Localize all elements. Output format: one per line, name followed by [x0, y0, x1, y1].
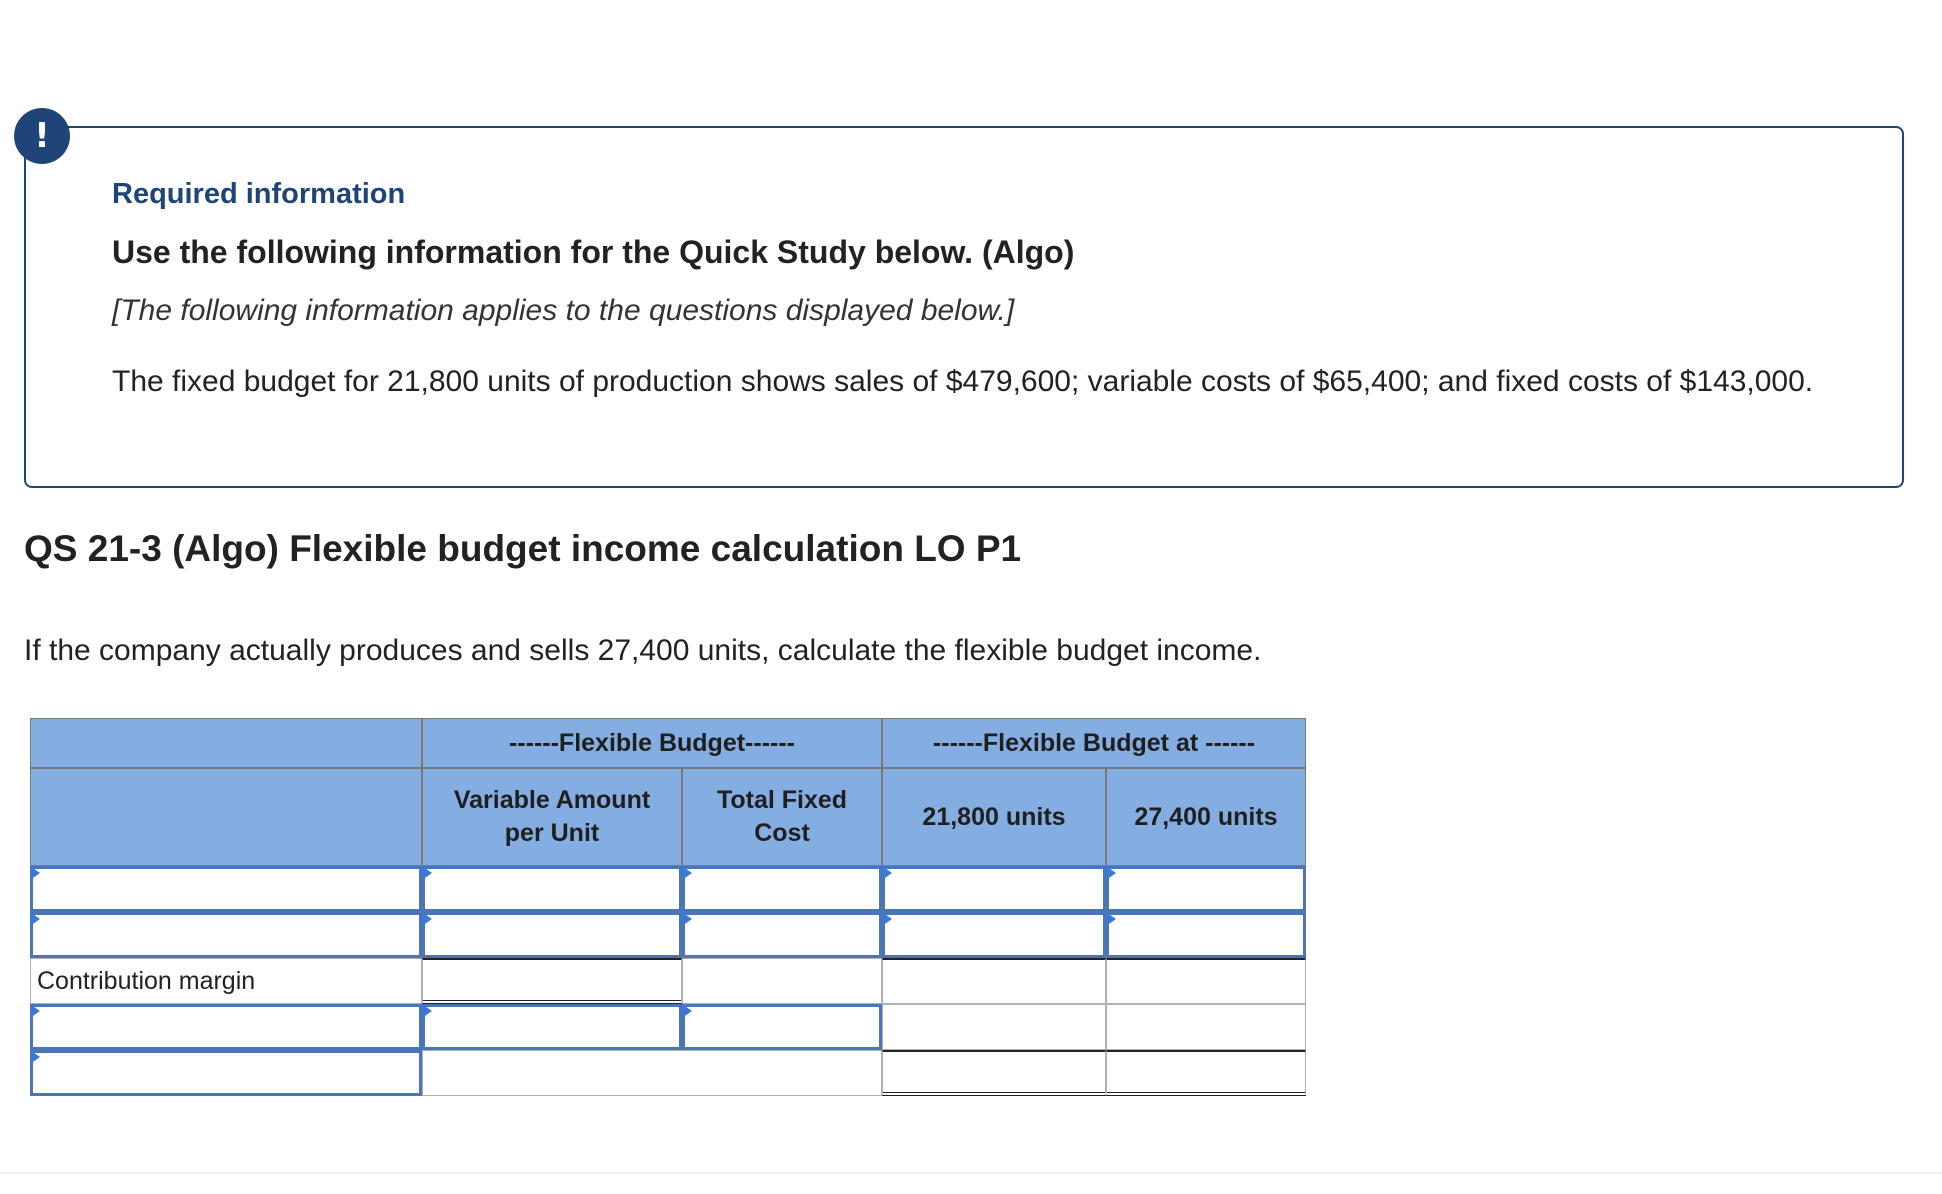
question-title: QS 21-3 (Algo) Flexible budget income calculation LO P1	[24, 528, 1022, 569]
contribution-margin-label: Contribution margin	[30, 958, 422, 1004]
required-info-heading: Use the following information for the Quick Study below. (Algo)	[112, 234, 1075, 270]
required-info-note: [The following information applies to the questions displayed below.]	[112, 294, 1015, 327]
row2-21800-units-input[interactable]	[882, 912, 1106, 958]
header-blank-top	[30, 718, 422, 768]
row1-variable-amount-input[interactable]	[422, 866, 682, 912]
row1-total-fixed-input[interactable]	[682, 866, 882, 912]
required-info-details: The fixed budget for 21,800 units of production shows sales of $479,600; variable costs of $65,400; and fixed costs of $143,000.	[112, 365, 1814, 398]
flexible-budget-at-group-header: ------Flexible Budget at ------	[882, 718, 1306, 768]
contribution-margin-27400-units	[1106, 958, 1306, 1004]
row2-27400-units-input[interactable]	[1106, 912, 1306, 958]
variable-amount-header: Variable Amount per Unit	[422, 768, 682, 866]
row4-label-input[interactable]	[30, 1004, 422, 1050]
contribution-margin-variable-amount	[422, 958, 682, 1004]
row1-21800-units-input[interactable]	[882, 866, 1106, 912]
row5-flexible-budget-blank	[422, 1050, 882, 1096]
contribution-margin-total-fixed	[682, 958, 882, 1004]
row1-27400-units-input[interactable]	[1106, 866, 1306, 912]
row4-total-fixed-input[interactable]	[682, 1004, 882, 1050]
units-21800-header: 21,800 units	[882, 768, 1106, 866]
row5-label-input[interactable]	[30, 1050, 422, 1096]
required-info-title: Required information	[112, 178, 406, 210]
contribution-margin-21800-units	[882, 958, 1106, 1004]
required-info-panel	[24, 126, 1904, 488]
row5-27400-units-total	[1106, 1050, 1306, 1096]
total-fixed-cost-header: Total Fixed Cost	[682, 768, 882, 866]
row2-variable-amount-input[interactable]	[422, 912, 682, 958]
units-27400-header: 27,400 units	[1106, 768, 1306, 866]
header-blank-bottom	[30, 768, 422, 866]
exclamation-icon: !	[14, 108, 70, 164]
row5-21800-units-total	[882, 1050, 1106, 1096]
row4-variable-amount-input[interactable]	[422, 1004, 682, 1050]
row2-label-input[interactable]	[30, 912, 422, 958]
row4-21800-units-value	[882, 1004, 1106, 1050]
row1-label-input[interactable]	[30, 866, 422, 912]
row4-27400-units-value	[1106, 1004, 1306, 1050]
row2-total-fixed-input[interactable]	[682, 912, 882, 958]
flexible-budget-group-header: ------Flexible Budget------	[422, 718, 882, 768]
question-prompt: If the company actually produces and sells 27,400 units, calculate the flexible budget income.	[24, 634, 1262, 667]
flexible-budget-table	[30, 718, 1306, 1094]
footer-divider	[0, 1172, 1942, 1174]
